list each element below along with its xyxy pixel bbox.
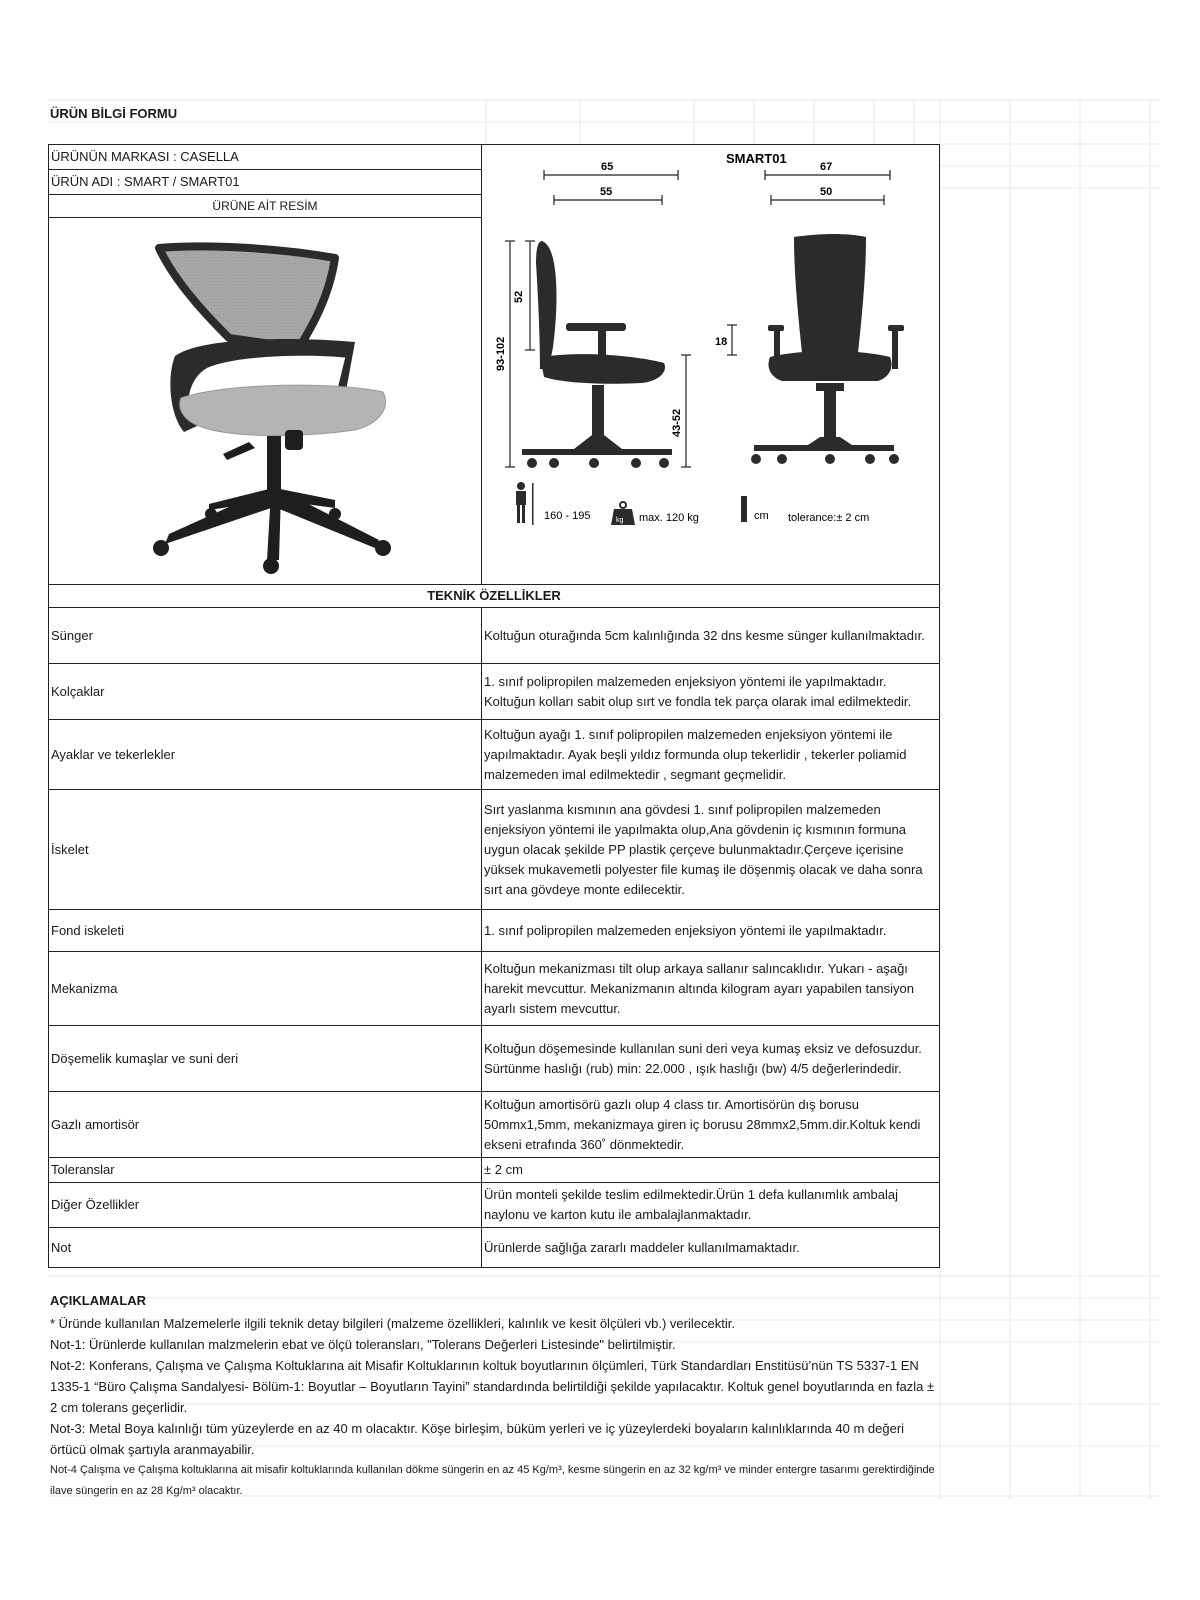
spec-label: Kolçaklar: [49, 664, 482, 720]
spec-label: Fond iskeleti: [49, 910, 482, 952]
dim-arm-height: 18: [715, 336, 728, 348]
product-photo-cell: [49, 218, 482, 585]
legend-unit: cm: [754, 510, 769, 522]
dim-total-height: 93-102: [495, 336, 507, 371]
dim-width-side: 65: [601, 161, 614, 173]
form-title: ÜRÜN BİLGİ FORMU: [50, 106, 178, 121]
technical-drawing-cell: [482, 145, 940, 585]
spec-value: Ürünlerde sağlığa zararlı maddeler kullanılmamaktadır.: [482, 1228, 940, 1268]
spec-value: Koltuğun ayağı 1. sınıf polipropilen malzemeden enjeksiyon yöntemi ile yapılmaktadır. Ayak beşli yıldız formunda olup tekerlidir , tekerler poliamid malzemeden imal edilmektedir , segmant geçmelidir.: [482, 720, 940, 790]
note-item: Not-3: Metal Boya kalınlığı tüm yüzeylerde en az 40 m olacaktır. Köşe birleşim, büküm yerleri ve iç yüzeylerdeki boyaların kalınlıklarında 40 m değeri örtücü olmak şartıyla aranmayabilir.: [50, 1421, 905, 1457]
dim-seat-side: 55: [600, 186, 613, 198]
legend-max-weight: max. 120 kg: [639, 512, 699, 524]
ruler-icon: [741, 496, 747, 522]
spec-label: Sünger: [49, 608, 482, 664]
photo-caption: ÜRÜNE AİT RESİM: [49, 195, 482, 218]
notes-title: AÇIKLAMALAR: [50, 1293, 147, 1308]
spec-value: Koltuğun döşemesinde kullanılan suni deri veya kumaş eksiz ve defosuzdur. Sürtünme haslığı (rub) min: 22.000 , ışık haslığı (bw) 4/5 değerlerindedir.: [482, 1026, 940, 1092]
spec-value: Ürün monteli şekilde teslim edilmektedir.Ürün 1 defa kullanımlık ambalaj naylonu ve karton kutu ile ambalajlanmaktadır.: [482, 1183, 940, 1228]
note-item: Not-2: Konferans, Çalışma ve Çalışma Koltuklarına ait Misafir Koltuklarının koltuk boyutlarının ölçümleri, Türk Standardları Enstitüsü’nün TS 5337-1 EN 1335-1 “Büro Çalışma Sandalyesi- Bölüm-1: Boyutlar – Boyutların Tayini” standardında belirtildiği şekilde yapılacaktır. Koltuk genel boyutlarında en fazla ± 2 cm tolerans geçerlidir.: [50, 1358, 935, 1415]
spec-value: Koltuğun mekanizması tilt olup arkaya sallanır salıncaklıdır. Yukarı - aşağı harekit mevcuttur. Mekanizmanın altında kilogram ayarı yapabilen tansiyon ayarlı sistem mevcuttur.: [482, 952, 940, 1026]
product-name-cell: ÜRÜN ADI : SMART / SMART01: [49, 170, 482, 195]
legend-kg-icon-label: kg: [616, 517, 624, 524]
note-item: Not-4 Çalışma ve Çalışma koltuklarına ait misafir koltuklarında kullanılan dökme süngerin en az 45 Kg/m³, kesme süngerin en az 32 kg/m³ ve minder entergre tasarımı gerektirdiğinde ilave süngerin en az 28 Kg/m³ olacaktır.: [50, 1464, 935, 1497]
spec-value: Sırt yaslanma kısmının ana gövdesi 1. sınıf polipropilen malzemeden enjeksiyon yöntemi ile yapılmakta olup,Ana gövdenin iç kısmının formuna uygun olacak şekilde PP plastik çerçeve bulunmaktadır.Çerçeve içerisine yüksek mukavemetli polyester file kumaş ile döşenmiş olacak ve daha sonra sırt ana gövdeye monte edilecektir.: [482, 790, 940, 910]
spec-label: Ayaklar ve tekerlekler: [49, 720, 482, 790]
note-item: Not-1: Ürünlerde kullanılan malzmelerin ebat ve ölçü toleransları, "Tolerans Değerleri Listesinde" belirtilmiştir.: [50, 1337, 676, 1352]
specs-title: TEKNİK ÖZELLİKLER: [49, 585, 940, 608]
product-info-table: [48, 144, 940, 1268]
notes-section: [50, 1290, 940, 1502]
front-view-silhouette: [751, 234, 904, 464]
model-code: SMART01: [726, 151, 787, 166]
spec-label: İskelet: [49, 790, 482, 910]
spec-label: Toleranslar: [49, 1158, 482, 1183]
legend-tolerance: tolerance:± 2 cm: [788, 512, 870, 524]
dim-seat-front: 50: [820, 186, 833, 198]
spec-value: Koltuğun amortisörü gazlı olup 4 class tır. Amortisörün dış borusu 50mmx1,5mm, mekanizmaya giren iç borusu 28mmx2,5mm.dir.Koltuk kendi ekseni etrafında 360˚ dönmektedir.: [482, 1092, 940, 1158]
office-chair-photo: [49, 218, 479, 584]
spec-value: 1. sınıf polipropilen malzemeden enjeksiyon yöntemi ile yapılmaktadır.: [482, 910, 940, 952]
note-item: * Üründe kullanılan Malzemelerle ilgili teknik detay bilgileri (malzeme özellikleri, kalınlık ve kesit ölçüleri vb.) verilecektir.: [50, 1316, 735, 1331]
spec-value: ± 2 cm: [482, 1158, 940, 1183]
technical-drawing: [482, 145, 937, 577]
spec-label: Not: [49, 1228, 482, 1268]
dim-seat-height: 43-52: [671, 408, 683, 437]
person-height-icon: [516, 482, 534, 525]
legend-user-height: 160 - 195: [544, 510, 591, 522]
spec-label: Mekanizma: [49, 952, 482, 1026]
dim-width-front: 67: [820, 161, 833, 173]
side-view-silhouette: [522, 241, 672, 468]
spec-label: Döşemelik kumaşlar ve suni deri: [49, 1026, 482, 1092]
brand-cell: ÜRÜNÜN MARKASI : CASELLA: [49, 145, 482, 170]
spec-value: 1. sınıf polipropilen malzemeden enjeksiyon yöntemi ile yapılmaktadır. Koltuğun kolları sabit olup sırt ve fondla tek parça olarak imal edilmektedir.: [482, 664, 940, 720]
spec-label: Diğer Özellikler: [49, 1183, 482, 1228]
spec-value: Koltuğun oturağında 5cm kalınlığında 32 dns kesme sünger kullanılmaktadır.: [482, 608, 940, 664]
dim-back-height: 52: [513, 290, 525, 303]
spec-label: Gazlı amortisör: [49, 1092, 482, 1158]
